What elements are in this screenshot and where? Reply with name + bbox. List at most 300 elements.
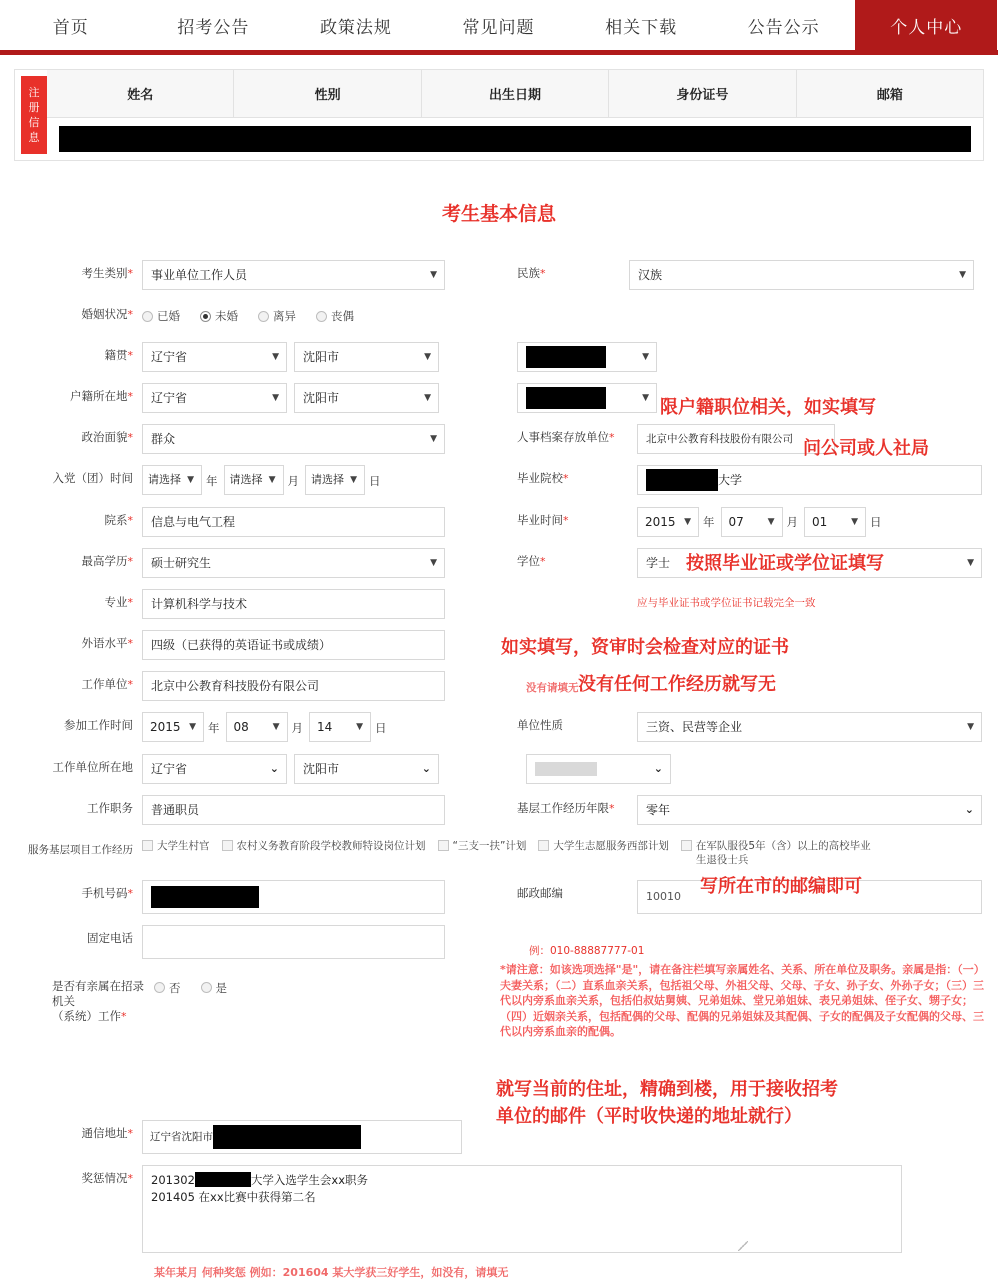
required-marker: * [127,267,133,280]
input-foreign-language-value: 四级（已获得的英语证书或成绩） [151,638,332,652]
checkbox-box[interactable] [142,840,153,851]
select-party-month[interactable] [224,465,284,495]
select-household-province[interactable] [142,383,287,413]
unit-day: 日 [870,515,882,529]
input-major[interactable] [142,589,445,619]
select-highest-education[interactable] [142,548,445,578]
label-text: 外语水平 [81,636,128,650]
redacted-mobile [151,886,259,908]
label-household-location [14,383,142,404]
register-info-tab-label: 注册信息 [28,86,40,144]
control-awards [142,1165,984,1253]
select-ethnicity[interactable] [629,260,974,290]
nav-item-downloads[interactable]: 相关下载 [570,0,713,50]
annotation-language: 如实填写，资审时会检查对应的证书 [501,637,789,658]
work-unit-note: 没有请填无 [526,682,579,694]
input-mailing-address-value: 辽宁省沈阳市 [150,1130,213,1143]
awards-line1-suffix: 大学入选学生会xx职务 [250,1172,369,1187]
label-major [14,589,142,610]
label-personnel-file-unit [509,424,637,445]
form-row-marital [14,301,984,331]
label-text: 专业 [104,595,128,609]
required-marker: * [540,267,546,280]
checkbox-label: 农村义务教育阶段学校教师特设岗位计划 [236,839,426,852]
register-info-header-row [47,70,983,118]
label-text: 工作职务 [87,800,133,815]
chevron-down-icon: ▼ [684,516,691,527]
radio-group-marital-status [142,301,509,331]
control-department [142,507,509,537]
select-unit-nature[interactable] [637,712,982,742]
label-text: 参加工作时间 [64,718,133,732]
label-ethnicity [509,260,629,281]
field-native-place [14,342,509,372]
select-workstart-year[interactable] [142,712,204,742]
checkbox-label: 大学生村官 [157,839,210,852]
awards-note: 某年某月 何种奖惩 例如：201604 某大学获三好学生，如没有，请填无 [154,1265,509,1279]
input-mobile[interactable] [142,880,445,914]
annotation-address-line2: 单位的邮件（平时收快递的地址就行） [496,1106,802,1127]
resize-grip-icon[interactable] [738,1241,748,1251]
nav-spacer [0,55,998,69]
label-text: 毕业院校 [517,471,563,485]
chevron-down-icon: ▼ [767,516,775,527]
select-ethnicity-value: 汉族 [638,268,663,282]
unit-day: 日 [375,720,387,735]
select-household-city[interactable] [294,383,439,413]
control-highest-education [142,548,509,578]
label-text: 户籍所在地 [70,389,128,403]
label-text: 入党（团）时间 [52,471,133,485]
label-work-district-spacer [509,754,526,760]
form-row-awards [14,1165,984,1253]
register-info-panel [14,69,984,161]
annotation-work-unit: 没有任何工作经历就写无 [578,674,776,695]
control-graduate-school [637,465,998,495]
select-workstart-month-value: 08 [233,720,249,734]
unit-year: 年 [206,473,218,488]
label-degree [509,548,637,569]
chevron-down-icon: ⌄ [269,761,279,775]
radio-married[interactable] [142,311,153,322]
annotation-postal: 写所在市的邮编即可 [700,876,862,897]
chevron-down-icon: ▼ [642,393,649,403]
column-header-birthdate: 出生日期 [422,70,609,117]
checkbox-box[interactable] [538,840,549,851]
field-work-unit [14,671,509,701]
select-workstart-month[interactable] [226,712,288,742]
label-political-status [14,424,142,445]
select-degree-value: 学士 [646,556,671,570]
unit-year: 年 [703,515,715,529]
input-landline[interactable] [142,925,445,959]
label-work-position [14,795,142,816]
radio-label-widowed: 丧偶 [331,309,354,323]
select-graduation-day-value: 01 [812,514,828,529]
select-native-province[interactable] [142,342,287,372]
chevron-down-icon: ▼ [187,475,194,485]
select-party-day[interactable] [305,465,365,495]
select-work-district[interactable] [526,754,671,784]
chevron-down-icon: ▼ [967,558,974,568]
select-graduation-year[interactable] [637,507,699,537]
required-marker: * [127,678,133,691]
radio-relatives-no[interactable] [154,982,165,993]
required-marker: * [127,1171,133,1185]
chevron-down-icon: ▼ [851,516,858,527]
field-work-position [14,795,509,825]
field-native-district [509,342,998,372]
awards-line-2: 201405 在xx比赛中获得第二名 [151,1189,316,1204]
required-marker: * [540,555,546,568]
radio-widowed[interactable] [316,311,327,322]
annotation-household: 限户籍职位相关，如实填写 [660,397,876,418]
label-text: 工作单位所在地 [52,759,133,774]
field-household-location [14,383,509,413]
field-work-unit-location [14,754,509,784]
select-candidate-type[interactable] [142,260,445,290]
page-title: 考生基本信息 [441,203,556,225]
chevron-down-icon: ▼ [967,722,974,732]
control-work-district [526,754,998,784]
label-highest-education [14,548,142,569]
column-header-name: 姓名 [47,70,234,117]
control-political-status [142,424,509,454]
field-join-party-time [14,465,509,496]
select-native-province-value: 辽宁省 [151,350,188,364]
select-native-city-value: 沈阳市 [303,350,340,364]
select-household-province-value: 辽宁省 [151,391,188,405]
label-text: 单位性质 [517,718,563,732]
input-graduate-school[interactable] [637,465,982,495]
field-ethnicity [509,260,998,290]
field-department [14,507,509,537]
label-text: 人事档案存放单位 [517,430,609,444]
field-work-district [509,754,998,784]
label-text: 奖惩情况 [81,1170,128,1185]
unit-day: 日 [369,473,381,488]
select-political-status[interactable] [142,424,445,454]
label-text: 毕业时间 [517,512,563,527]
required-marker: * [127,596,133,609]
field-mailing-address [14,1120,509,1154]
field-major [14,589,509,619]
checkbox-group-grassroots-project [142,836,984,869]
input-department[interactable] [142,507,445,537]
input-department-value: 信息与电气工程 [151,514,236,529]
label-join-party-time [14,465,142,486]
checkbox-item-west-volunteer[interactable] [538,839,669,853]
checkbox-label: “三支一扶”计划 [452,839,527,852]
select-work-province-value: 辽宁省 [151,761,188,776]
relatives-warning-text: *请注意：如该选项选择"是"，请在备注栏填写亲属姓名、关系、所在单位及职务。亲属是指：（一）夫妻关系；（二）直系血亲关系，包括祖父母、外祖父母、父母、子女、孙子女、外孙子女；（三）三代以内旁系血亲关系，包括伯叔姑舅姨、兄弟姐妹、堂兄弟姐妹、表兄弟姐妹、侄子女、甥子女；（四）近姻亲关系，包括配偶的父母、配偶的兄弟姐妹及其配偶、子女的配偶及子女配偶的父母、三代以内旁系血亲的配偶。 [500,963,985,1038]
required-marker: * [609,801,615,815]
select-workstart-day-value: 14 [317,720,333,734]
control-landline [142,925,509,959]
input-personnel-file-unit-value: 北京中公教育科技股份有限公司 [646,433,793,445]
chevron-down-icon: ▼ [272,352,279,362]
redacted-graduate-school [646,469,718,491]
control-native-place [142,342,509,372]
control-work-start-time [142,712,509,743]
checkbox-box[interactable] [438,840,449,851]
select-work-province[interactable] [142,754,287,784]
select-workstart-year-value: 2015 [150,720,181,734]
field-graduation-time [509,507,998,538]
chevron-down-icon: ▼ [424,393,431,403]
label-work-unit-location [14,754,142,775]
awards-line1-prefix: 201302 [151,1172,195,1187]
form-row-landline [14,925,984,959]
form-row-party-school [14,465,984,496]
redacted-mailing-address [213,1125,361,1149]
label-department [14,507,142,528]
checkbox-item-veteran[interactable] [681,839,872,867]
input-mailing-address[interactable] [142,1120,462,1154]
label-text: 籍贯 [104,348,128,362]
select-grassroots-years[interactable] [637,795,982,825]
select-party-year[interactable] [142,465,202,495]
label-degree-note-spacer [509,589,637,595]
required-marker: * [127,349,133,362]
radio-label-divorced: 离异 [273,309,296,323]
select-household-district[interactable] [517,383,657,413]
unit-year: 年 [208,720,220,735]
form-row-workstart-nature [14,712,984,743]
input-work-unit[interactable] [142,671,445,701]
select-party-day-value: 请选择 [311,473,344,486]
nav-item-policies[interactable]: 政策法规 [285,0,428,50]
column-header-email: 邮箱 [876,88,903,103]
label-work-unit [14,671,142,692]
select-work-city-value: 沈阳市 [303,761,340,776]
chevron-down-icon: ▼ [189,722,196,732]
label-text: 服务基层项目工作经历 [28,843,133,856]
field-graduate-school [509,465,998,495]
checkbox-label: 大学生志愿服务西部计划 [553,839,669,852]
control-degree-note [637,589,998,611]
empty-work-district [535,762,597,776]
field-awards [14,1165,984,1253]
input-work-unit-value: 北京中公教育科技股份有限公司 [151,679,320,693]
select-household-city-value: 沈阳市 [303,391,340,405]
redacted-awards-school [195,1172,251,1187]
chevron-down-icon: ▼ [350,475,357,485]
select-native-city[interactable] [294,342,439,372]
select-graduation-month-value: 07 [728,514,744,529]
select-workstart-day[interactable] [309,712,371,742]
label-text: 通信地址 [81,1125,128,1140]
checkbox-item-rural-teacher[interactable] [222,839,426,853]
required-marker: * [563,472,569,485]
form-row-department-gradtime [14,507,984,538]
top-navigation [0,0,998,55]
checkbox-item-sanzhiyifu[interactable] [438,839,527,853]
label-text: 民族 [517,266,540,280]
field-candidate-type [14,260,509,290]
control-native-district [517,342,998,372]
form-row-language [14,630,984,660]
label-mailing-address [14,1120,142,1141]
radio-divorced[interactable] [258,311,269,322]
label-text: 固定电话 [87,930,133,945]
input-foreign-language[interactable] [142,630,445,660]
redacted-personal-info [59,126,971,152]
control-join-party-time [142,465,509,496]
annotation-degree: 按照毕业证或学位证填写 [686,553,884,574]
nav-item-public-notice[interactable]: 公告公示 [713,0,856,50]
label-work-start-time [14,712,142,733]
label-mobile [14,880,142,901]
form-row-work-location [14,754,984,784]
field-grassroots-years [509,795,998,825]
radio-label-married: 已婚 [157,309,180,323]
chevron-down-icon: ▼ [430,270,437,280]
select-highest-education-value: 硕士研究生 [151,556,212,570]
nav-item-home[interactable]: 首页 [0,0,143,50]
checkbox-item-village-official[interactable] [142,839,210,853]
awards-line-1 [151,1172,893,1189]
column-header-gender: 性别 [234,70,421,117]
select-graduation-day[interactable] [804,507,866,537]
field-political-status [14,424,509,454]
select-grassroots-years-value: 零年 [646,802,671,817]
label-grassroots-project [14,836,142,858]
annotation-address-line1: 就写当前的住址，精确到楼，用于接收招考 [496,1079,838,1100]
chevron-down-icon: ▼ [272,393,279,403]
annotation-personnel-file: 问公司或人社局 [803,438,929,459]
nav-item-faq[interactable]: 常见问题 [428,0,571,50]
select-work-city[interactable] [294,754,439,784]
form-row-type-ethnicity [14,260,984,290]
radio-relatives-yes[interactable] [201,982,212,993]
select-graduation-year-value: 2015 [645,514,676,529]
select-candidate-type-value: 事业单位工作人员 [151,268,248,282]
label-relatives-in-agency [14,973,154,1024]
label-work-unit-note-spacer [509,671,526,677]
control-major [142,589,509,619]
field-mobile [14,880,509,914]
field-work-start-time [14,712,509,743]
chevron-down-icon: ⌄ [653,761,663,775]
control-work-unit [142,671,509,701]
control-ethnicity [629,260,998,290]
register-info-data-row [47,118,983,160]
nav-item-announcements[interactable]: 招考公告 [143,0,286,50]
control-graduation-time [637,507,998,538]
select-party-year-value: 请选择 [148,473,181,486]
label-text: 基层工作经历年限 [517,800,609,815]
label-grassroots-years [509,795,637,816]
control-foreign-language [142,630,509,660]
unit-month: 月 [287,473,299,488]
label-postal-code [509,880,637,901]
field-landline [14,925,509,959]
field-foreign-language [14,630,509,660]
input-work-position[interactable] [142,795,445,825]
label-text: 最高学历 [81,554,128,568]
chevron-down-icon: ▼ [424,352,431,362]
select-native-district[interactable] [517,342,657,372]
label-text-line1: 是否有亲属在招录机关 [52,978,144,1008]
label-text: 工作单位 [81,677,128,691]
chevron-down-icon: ⌄ [964,802,974,816]
checkbox-box[interactable] [222,840,233,851]
checkbox-box[interactable] [681,840,692,851]
landline-example-note: 例：010-88887777-01 [529,944,645,957]
landline-example-wrap [509,925,998,959]
label-text: 考生类别 [81,266,128,280]
label-text: 政治面貌 [81,430,128,444]
control-unit-nature [637,712,998,742]
register-info-tab[interactable] [21,76,47,154]
label-text: 婚姻状况 [81,307,128,321]
nav-item-personal-center[interactable]: 个人中心 [855,0,998,50]
control-work-position [142,795,509,825]
label-text-line2: （系统）工作 [52,1008,121,1023]
label-landline-example-spacer [509,925,526,931]
chevron-down-icon: ▼ [430,434,437,444]
required-marker: * [127,555,133,568]
control-relatives-in-agency [154,973,509,1003]
control-landline-example [526,925,998,959]
degree-note-wrap [509,589,998,611]
radio-single[interactable] [200,311,211,322]
redacted-native-district [526,346,606,368]
form-row-work-unit [14,671,984,701]
required-marker: * [563,513,569,527]
required-marker: * [127,308,133,321]
form-row-grassroots-project [14,836,984,869]
required-marker: * [127,637,133,650]
label-candidate-type [14,260,142,281]
required-marker: * [127,1126,133,1140]
label-text: 手机号码 [81,885,128,900]
control-candidate-type [142,260,509,290]
input-postal-code-value: 10010 [646,889,681,903]
select-graduation-month[interactable] [721,507,783,537]
unit-month: 月 [786,515,798,529]
chevron-down-icon: ▼ [356,722,363,732]
label-awards [14,1165,142,1186]
control-work-unit-location [142,754,509,784]
label-landline [14,925,142,946]
required-marker: * [127,513,133,527]
control-mobile [142,880,509,914]
label-foreign-language [14,630,142,651]
chevron-down-icon: ▼ [642,352,649,362]
required-marker: * [121,1009,127,1023]
radio-label-single: 未婚 [215,309,238,323]
form-row-native-place [14,342,984,372]
textarea-awards[interactable] [142,1165,902,1253]
label-unit-nature [509,712,637,733]
chevron-down-icon: ▼ [268,475,276,485]
radio-label-yes: 是 [215,980,227,995]
select-political-status-value: 群众 [151,432,176,446]
register-info-body [47,70,983,160]
label-marital-status [14,301,142,322]
label-native-place [14,342,142,363]
radio-label-no: 否 [169,980,181,995]
field-relatives-in-agency [14,973,509,1024]
select-unit-nature-value: 三资、民营等企业 [646,720,743,734]
required-marker: * [609,431,615,444]
radio-group-relatives [154,973,509,1003]
required-marker: * [127,886,133,900]
control-marital-status [142,301,509,331]
chevron-down-icon: ▼ [272,722,280,732]
